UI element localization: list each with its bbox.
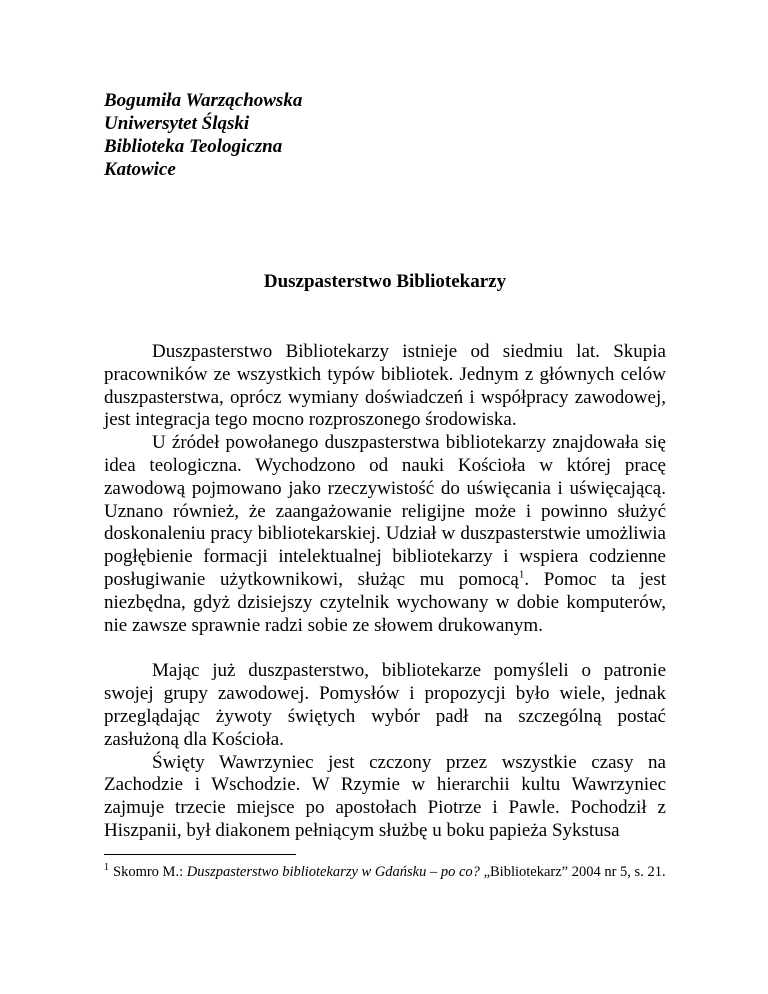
footnote-author: Skomro M.: bbox=[113, 864, 184, 880]
author-name: Bogumiła Warząchowska bbox=[104, 90, 303, 111]
paragraph-spacer bbox=[104, 637, 666, 660]
footnote-separator bbox=[104, 854, 296, 855]
footnote-work: Duszpasterstwo bibliotekarzy w Gdańsku – po co? bbox=[186, 864, 480, 880]
paragraph-2-part-b: . Pomoc ta jest niezbędna, gdyż dzisiejszy czytelnik wychowany w dobie komputerów, nie zawsze sprawnie radzi sobie ze słowem drukowanym. bbox=[104, 568, 666, 636]
author-city: Katowice bbox=[104, 159, 176, 180]
paragraph-1: Duszpasterstwo Bibliotekarzy istnieje od siedmiu lat. Skupia pracowników ze wszystkich typów bibliotek. Jednym z głównych celów duszpasterstwa, oprócz wymiany doświadczeń i współpracy zawodowej, jest integracja tego mocno rozproszonego środowiska. bbox=[104, 341, 666, 431]
paragraph-2-part-a: U źródeł powołanego duszpasterstwa bibliotekarzy znajdowała się idea teologiczna. Wychodzono od nauki Kościoła w której pracę zawodową pojmowano jako rzeczywistość do uświęcania i uświęcającą. Uznano również, że zaangażowanie religijne może i powinno służyć doskonaleniu pracy bibliotekarskiej. Udział w duszpasterstwie umożliwia pogłębienie formacji intelektualnej bibliotekarzy i wspiera codzienne posługiwanie użytkownikowi, służąc mu pomocą bbox=[104, 432, 666, 590]
paragraph-2 bbox=[104, 432, 666, 637]
footnote-reference[interactable]: 1 bbox=[518, 568, 525, 581]
paragraph-3: Mając już duszpasterstwo, bibliotekarze pomyśleli o patronie swojej grupy zawodowej. Pomysłów i propozycji było wiele, jednak przeglądając żywoty świętych wybór padł na szczególną postać zasłużoną dla Kościoła. bbox=[104, 660, 666, 750]
body-text bbox=[104, 341, 666, 843]
author-library: Biblioteka Teologiczna bbox=[104, 136, 283, 157]
footnote-source: „Bibliotekarz” 2004 nr 5, s. 21. bbox=[483, 864, 666, 880]
document-title: Duszpasterstwo Bibliotekarzy bbox=[263, 271, 507, 292]
author-university: Uniwersytet Śląski bbox=[104, 113, 250, 134]
footnote-number: 1 bbox=[104, 862, 109, 874]
paragraph-4: Święty Wawrzyniec jest czczony przez wszystkie czasy na Zachodzie i Wschodzie. W Rzymie w hierarchii kultu Wawrzyniec zajmuje trzecie miejsce po apostołach Piotrze i Pawle. Pochodził z Hiszpanii, był diakonem pełniącym służbę u boku papieża Sykstusa bbox=[104, 751, 666, 841]
footnote bbox=[104, 862, 666, 882]
author-block bbox=[104, 89, 302, 181]
document-page bbox=[104, 0, 666, 994]
